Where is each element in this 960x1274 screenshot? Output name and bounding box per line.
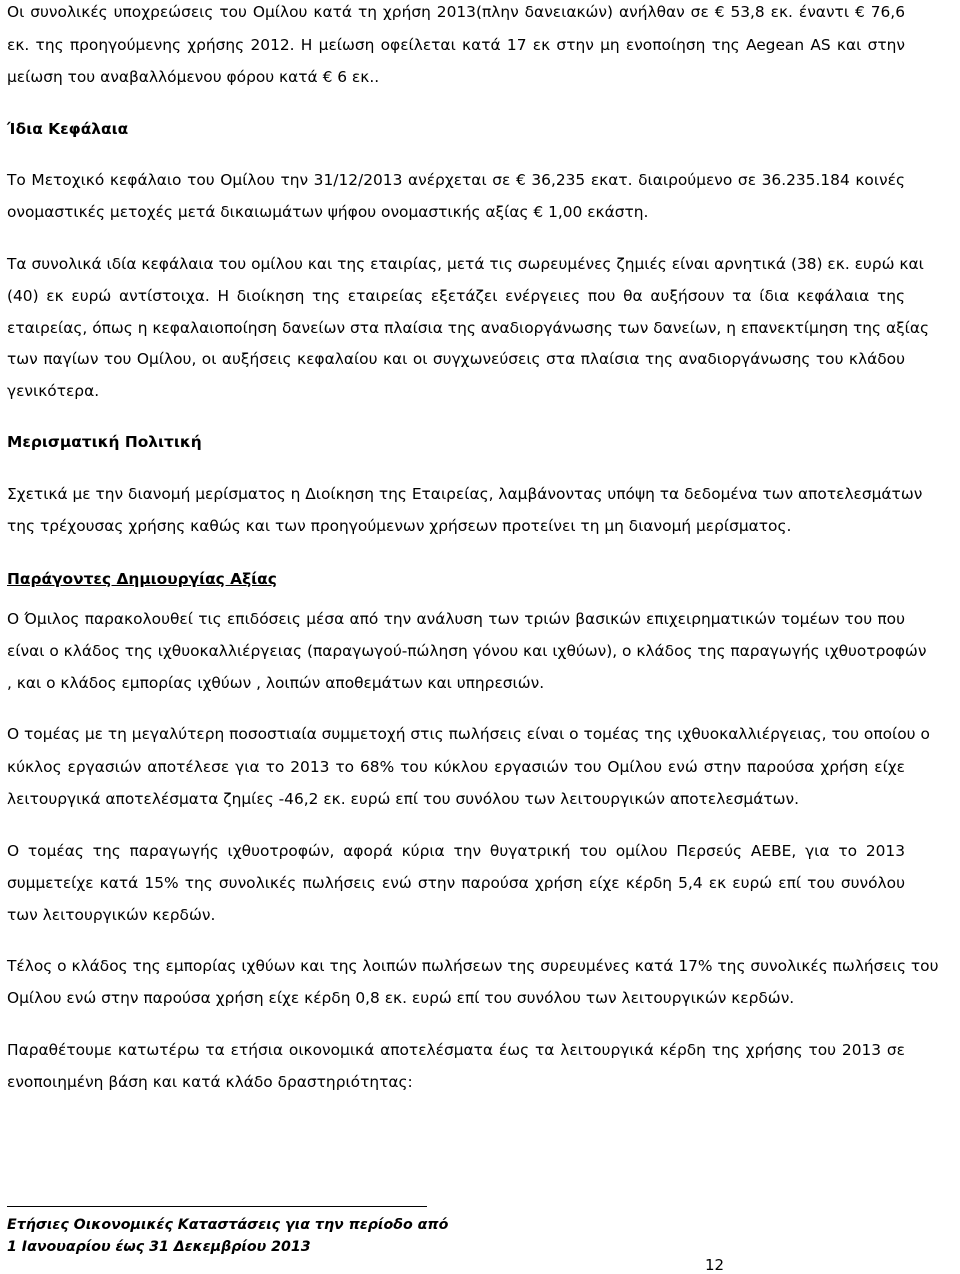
- paragraph-line: συμμετείχε κατά 15% της συνολικές πωλήσεις ενώ στην παρούσα χρήση είχε κέρδη 5,4 εκ ευρώ επί του συνόλου: [7, 874, 905, 892]
- paragraph-line: εκ. της προηγούμενης χρήσης 2012. Η μείωση οφείλεται κατά 17 εκ στην μη ενοποίηση της Aegean AS και στην: [7, 36, 905, 54]
- paragraph-line: Σχετικά με την διανομή μερίσματος η Διοίκηση της Εταιρείας, λαμβάνοντας υπόψη τα δεδομένα των αποτελεσμάτων: [7, 485, 923, 503]
- paragraph-line: Τέλος ο κλάδος της εμπορίας ιχθύων και της λοιπών πωλήσεων της συρευμένες κατά 17% της συνολικές πωλήσεις του: [7, 957, 939, 975]
- paragraph-line: των λειτουργικών κερδών.: [7, 906, 216, 924]
- paragraph-line: είναι ο κλάδος της ιχθυοκαλλιέργειας (παραγωγού-πώληση γόνου και ιχθύων), ο κλάδος της παραγωγής ιχθυοτροφών: [7, 642, 927, 660]
- paragraph-line: Οι συνολικές υποχρεώσεις του Ομίλου κατά τη χρήση 2013(πλην δανειακών) ανήλθαν σε € 53,8 εκ. έναντι € 76,6: [7, 3, 905, 21]
- paragraph-line: , και ο κλάδος εμπορίας ιχθύων , λοιπών αποθεμάτων και υπηρεσιών.: [7, 674, 545, 692]
- paragraph-line: κύκλος εργασιών αποτέλεσε για το 2013 το 68% του κύκλου εργασιών του Ομίλου ενώ στην παρούσα χρήση είχε: [7, 758, 905, 776]
- paragraph-line: Ομίλου ενώ στην παρούσα χρήση είχε κέρδη 0,8 εκ. ευρώ επί του συνόλου των λειτουργικών κερδών.: [7, 989, 795, 1007]
- paragraph-line: Τα συνολικά ιδία κεφάλαια του ομίλου και της εταιρίας, μετά τις σωρευμένες ζημιές είναι αρνητικά (38) εκ. ευρώ και: [7, 255, 924, 273]
- paragraph-line: μείωση του αναβαλλόμενου φόρου κατά € 6 εκ..: [7, 68, 380, 86]
- section-heading-equity: Ίδια Κεφάλαια: [7, 120, 129, 138]
- paragraph-line: ονομαστικές μετοχές μετά δικαιωμάτων ψήφου ονομαστικής αξίας € 1,00 εκάστη.: [7, 203, 649, 221]
- section-heading-value-drivers: Παράγοντες Δημιουργίας Αξίας: [7, 570, 277, 588]
- paragraph-line: Ο τομέας με τη μεγαλύτερη ποσοστιαία συμμετοχή στις πωλήσεις είναι ο τομέας της ιχθυοκαλλιέργειας, του οποίου ο: [7, 725, 930, 743]
- paragraph-line: της τρέχουσας χρήσης καθώς και των προηγούμενων χρήσεων προτείνει τη μη διανομή μερίσματος.: [7, 517, 792, 535]
- paragraph-line: γενικότερα.: [7, 382, 100, 400]
- footer-divider: [7, 1206, 427, 1207]
- paragraph-line: Το Μετοχικό κεφάλαιο του Ομίλου την 31/12/2013 ανέρχεται σε € 36,235 εκατ. διαιρούμενο σε 36.235.184 κοινές: [7, 171, 905, 189]
- paragraph-line: Παραθέτουμε κατωτέρω τα ετήσια οικονομικά αποτελέσματα έως τα λειτουργικά κέρδη της χρήσης του 2013 σε: [7, 1041, 905, 1059]
- paragraph-line: Ο Όμιλος παρακολουθεί τις επιδόσεις μέσα από την ανάλυση των τριών βασικών επιχειρηματικών τομέων του που: [7, 610, 905, 628]
- paragraph-line: λειτουργικά αποτελέσματα ζημίες -46,2 εκ. ευρώ επί του συνόλου των λειτουργικών αποτελεσμάτων.: [7, 790, 800, 808]
- footer-period: 1 Ιανουαρίου έως 31 Δεκεμβρίου 2013: [7, 1239, 311, 1255]
- paragraph-line: εταιρείας, όπως η κεφαλαιοποίηση δανείων στα πλαίσια της αναδιοργάνωσης των δανείων, η επανεκτίμηση της αξίας: [7, 319, 930, 337]
- paragraph-line: των παγίων του Ομίλου, οι αυξήσεις κεφαλαίου και οι συγχωνεύσεις στα πλαίσια της αναδιοργάνωσης του κλάδου: [7, 350, 905, 368]
- paragraph-line: Ο τομέας της παραγωγής ιχθυοτροφών, αφορά κύρια την θυγατρική του ομίλου Περσεύς ΑΕΒΕ, για το 2013: [7, 842, 905, 860]
- section-heading-dividend-policy: Μερισματική Πολιτική: [7, 433, 202, 451]
- footer-title: Ετήσιες Οικονομικές Καταστάσεις για την περίοδο από: [7, 1217, 449, 1233]
- paragraph-line: ενοποιημένη βάση και κατά κλάδο δραστηριότητας:: [7, 1073, 413, 1091]
- paragraph-line: (40) εκ ευρώ αντίστοιχα. Η διοίκηση της εταιρείας εξετάζει ενέργειες που θα αυξήσουν τα ίδια κεφάλαια της: [7, 287, 905, 305]
- page-number: 12: [705, 1256, 725, 1274]
